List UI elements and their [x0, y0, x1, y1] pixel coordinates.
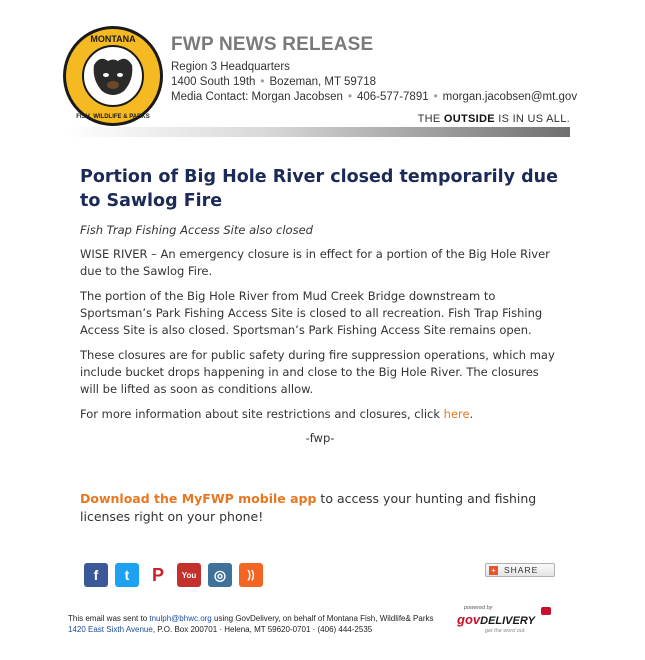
article [80, 165, 560, 445]
news-release-title: FWP NEWS RELEASE [171, 34, 374, 55]
header-divider [62, 127, 570, 137]
govdelivery-logo[interactable]: powered by govDELIVERY get the word out. [457, 605, 557, 645]
download-app-link[interactable]: Download the MyFWP mobile app [80, 491, 317, 506]
instagram-icon[interactable]: ◎ [208, 563, 232, 587]
article-headline: Portion of Big Hole River closed temporarily due to Sawlog Fire [80, 167, 558, 211]
article-paragraph-1: WISE RIVER – An emergency closure is in effect for a portion of the Big Hole River due to the Sawlog Fire. [80, 247, 550, 278]
pinterest-icon[interactable]: P [146, 563, 170, 587]
montana-fwp-logo [62, 25, 164, 127]
speech-bubble-icon [541, 607, 551, 615]
contact-phone: 406-577-7891 [357, 91, 429, 103]
region-line: Region 3 Headquarters [171, 61, 290, 73]
contact-email[interactable]: morgan.jacobsen@mt.gov [442, 91, 578, 103]
address-link[interactable]: 1420 East Sixth Avenue [68, 625, 153, 634]
rss-icon[interactable]: )) [239, 563, 263, 587]
logo-text-bottom: FISH, WILDLIFE & PARKS [76, 114, 150, 120]
contact-line: Media Contact: Morgan Jacobsen • 406-577-7891 • morgan.jacobsen@mt.gov [171, 91, 578, 103]
signoff: -fwp- [305, 431, 335, 445]
facebook-icon[interactable]: f [84, 563, 108, 587]
twitter-icon[interactable]: t [115, 563, 139, 587]
more-info-link[interactable]: here [443, 407, 470, 421]
social-links [84, 563, 263, 587]
plus-icon: + [489, 566, 498, 575]
logo-text-top: MONTANA [90, 34, 136, 44]
address-street: 1400 South 19th [171, 76, 256, 88]
article-paragraph-2: The portion of the Big Hole River from Mud Creek Bridge downstream to Sportsman’s Park Fishing Access Site is closed to all recreation. Fish Trap Fishing Access Site is also closed. Sportsman’s Park Fishing Access Site remains open. [80, 289, 543, 337]
tagline: THE OUTSIDE IS IN US ALL. [417, 113, 570, 125]
app-cta: Download the MyFWP mobile app to access your hunting and fishing licenses right on your phone! [80, 491, 537, 524]
share-button[interactable]: + SHARE [485, 563, 555, 577]
recipient-email-link[interactable]: tnulph@bhwc.org [149, 614, 212, 623]
footer-text: This email was sent to tnulph@bhwc.org using GovDelivery, on behalf of Montana Fish, Wildlife& Parks 1420 East Sixth Avenue, P.O. Box 200701 · Helena, MT 59620-0701 · (406) 444-2535 [68, 614, 434, 634]
article-paragraph-4: For more information about site restrictions and closures, click here. [80, 407, 474, 421]
article-paragraph-3: These closures are for public safety during fire suppression operations, which may include bucket drops happening in and close to the Big Hole River. The closures will be lifted as soon as conditions allow. [80, 348, 555, 396]
contact-name: Media Contact: Morgan Jacobsen [171, 91, 343, 103]
youtube-icon[interactable]: You [177, 563, 201, 587]
address-line: 1400 South 19th • Bozeman, MT 59718 [171, 76, 376, 88]
article-subhead: Fish Trap Fishing Access Site also closed [80, 223, 313, 237]
address-city: Bozeman, MT 59718 [269, 76, 376, 88]
